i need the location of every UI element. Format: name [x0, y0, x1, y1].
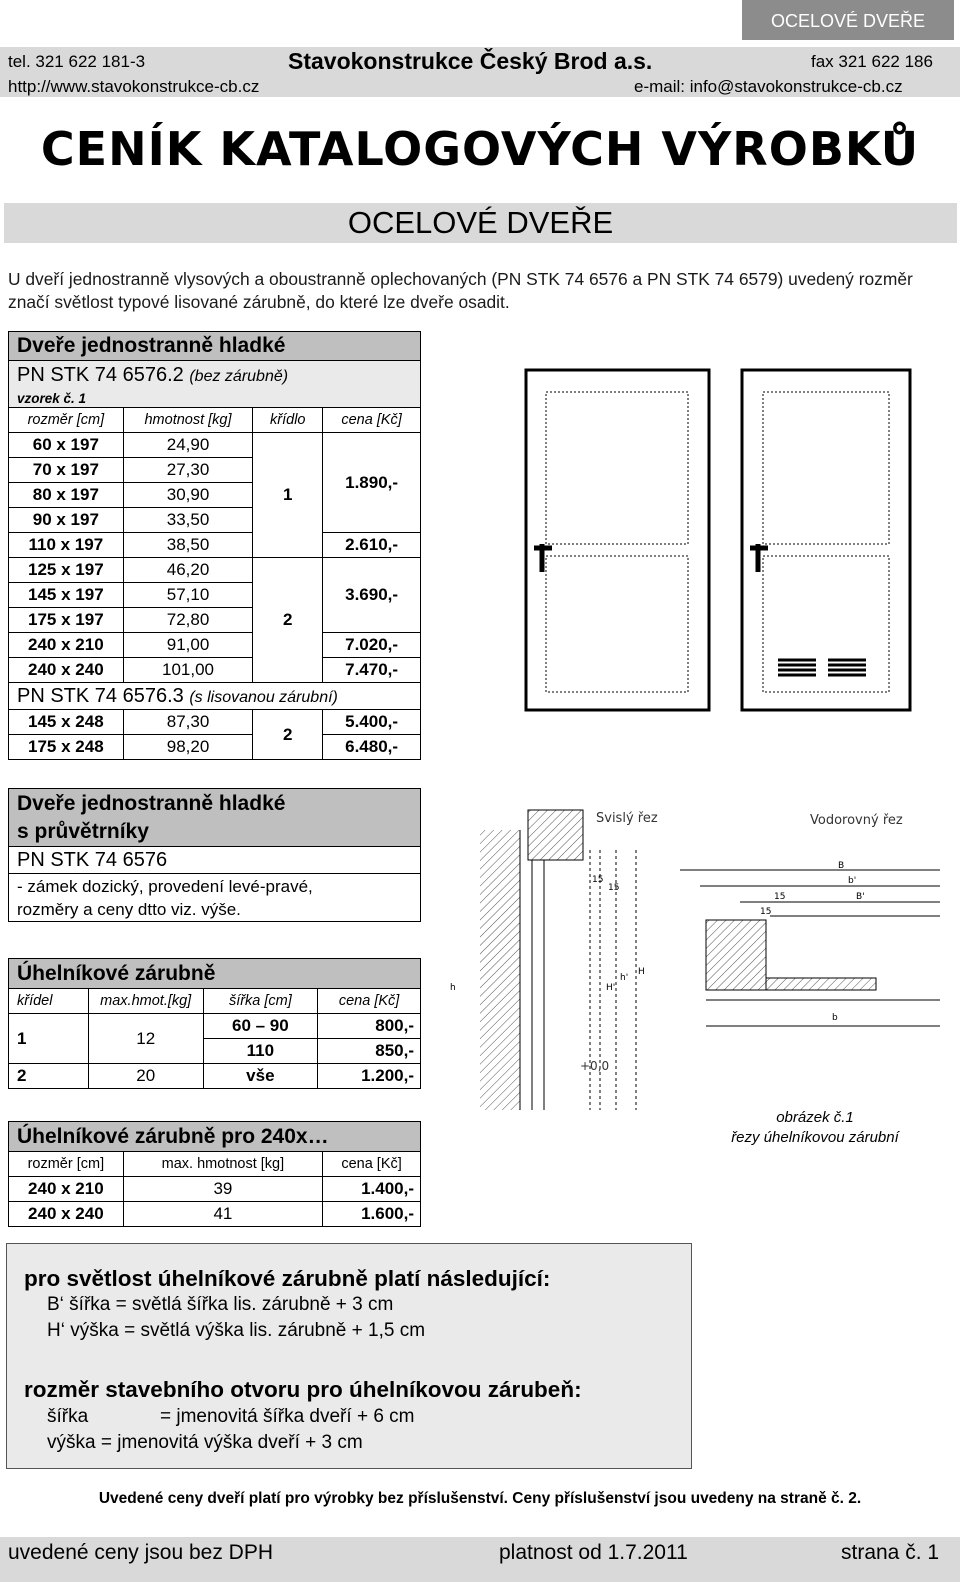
handle-icon — [750, 544, 768, 572]
vent-norm: PN STK 74 6576 — [9, 847, 421, 874]
col-size: rozměr [cm] — [9, 1152, 124, 1177]
price-cell: 5.400,- — [323, 710, 421, 735]
weight-cell: 38,50 — [123, 533, 253, 558]
door-vent-drawing — [742, 370, 910, 710]
rules-heading-clearance: pro světlost úhelníkové zárubně platí následující: — [24, 1266, 551, 1291]
price-cell: 1.890,- — [323, 433, 421, 533]
vertical-section-label: Svislý řez — [596, 811, 658, 826]
weight-cell: 12 — [88, 1014, 203, 1064]
caption-line: řezy úhelníkovou zárubní — [731, 1129, 899, 1146]
vent-doors-table — [8, 788, 421, 922]
norm3-note: (s lisovanou zárubní) — [189, 688, 338, 706]
size-cell: 240 x 240 — [9, 1202, 124, 1227]
email-link[interactable]: e-mail: info@stavokonstrukce-cb.cz — [634, 77, 903, 96]
col-price: cena [Kč] — [323, 408, 421, 433]
dim-label: +0,0 — [580, 1059, 610, 1073]
size-cell: 175 x 197 — [9, 608, 124, 633]
size-cell: 70 x 197 — [9, 458, 124, 483]
size-cell: 145 x 248 — [9, 710, 124, 735]
door-drawings — [520, 360, 920, 720]
weight-cell: 87,30 — [123, 710, 253, 735]
weight-cell: 57,10 — [123, 583, 253, 608]
vent-grille-icon — [778, 660, 866, 675]
handle-icon — [534, 544, 552, 572]
size-cell: 240 x 240 — [9, 658, 124, 683]
leaf-cell: 1 — [9, 1014, 89, 1064]
price-cell: 1.200,- — [318, 1064, 421, 1089]
leaf-cell: 2 — [253, 710, 323, 760]
weight-cell: 39 — [123, 1177, 322, 1202]
caption-line: obrázek č.1 — [776, 1109, 854, 1126]
accessories-footnote: Uvedené ceny dveří platí pro výrobky bez příslušenství. Ceny příslušenství jsou uvedeny na straně č. 2. — [98, 1490, 862, 1507]
weight-cell: 46,20 — [123, 558, 253, 583]
weight-cell: 98,20 — [123, 735, 253, 760]
vat-note: uvedené ceny jsou bez DPH — [8, 1541, 273, 1564]
heading-line: s průvětrníky — [17, 819, 149, 843]
dim-label: 15 — [592, 875, 604, 885]
price-cell: 850,- — [318, 1039, 421, 1064]
weight-cell: 91,00 — [123, 633, 253, 658]
frame-section-drawing — [440, 790, 950, 1110]
price-cell: 1.400,- — [323, 1177, 421, 1202]
price-cell: 7.470,- — [323, 658, 421, 683]
sample-label: vzorek č. 1 — [9, 390, 421, 408]
rule-line: výška = jmenovitá výška dveří + 3 cm — [47, 1432, 363, 1453]
dim-label: H' — [606, 983, 616, 993]
vertical-section — [450, 810, 658, 1110]
dim-label: 15 — [774, 892, 786, 902]
size-cell: 240 x 210 — [9, 633, 124, 658]
size-cell: 60 x 197 — [9, 433, 124, 458]
figure-caption — [680, 1108, 950, 1148]
price-cell: 2.610,- — [323, 533, 421, 558]
col-weight: hmotnost [kg] — [123, 408, 253, 433]
door-plain-drawing — [526, 370, 709, 710]
col-price: cena [Kč] — [318, 989, 421, 1014]
fax-number: fax 321 622 186 — [811, 52, 933, 71]
size-cell: 110 x 197 — [9, 533, 124, 558]
dim-label: h — [450, 983, 456, 993]
weight-cell: 20 — [88, 1064, 203, 1089]
weight-cell: 30,90 — [123, 483, 253, 508]
col-max-weight: max. hmotnost [kg] — [123, 1152, 322, 1177]
dim-label: B — [838, 861, 845, 871]
dim-label: 15 — [608, 883, 620, 893]
leaf-cell: 1 — [253, 433, 323, 558]
plain-doors-table — [8, 331, 421, 760]
dim-label: b — [832, 1013, 838, 1023]
rule-line: H‘ výška = světlá výška lis. zárubně + 1,5 cm — [47, 1320, 426, 1341]
rule-line: B‘ šířka = světlá šířka lis. zárubně + 3 cm — [47, 1294, 394, 1315]
dim-label: h' — [620, 973, 629, 983]
rule-line: šířka — [47, 1406, 89, 1427]
horizontal-section-label: Vodorovný řez — [810, 813, 903, 828]
weight-cell: 24,90 — [123, 433, 253, 458]
col-width: šířka [cm] — [203, 989, 318, 1014]
width-cell: 110 — [203, 1039, 318, 1064]
dim-label: 15 — [760, 907, 772, 917]
price-cell: 3.690,- — [323, 558, 421, 633]
col-max-weight: max.hmot.[kg] — [88, 989, 203, 1014]
page-title: CENÍK KATALOGOVÝCH VÝROBKŮ — [40, 122, 920, 176]
col-leaves: křídel — [9, 989, 89, 1014]
website-link[interactable]: http://www.stavokonstrukce-cb.cz — [8, 77, 260, 96]
section-tab: OCELOVÉ DVEŘE — [742, 0, 954, 40]
col-price: cena [Kč] — [323, 1152, 421, 1177]
col-size: rozměr [cm] — [9, 408, 124, 433]
rule-line: = jmenovitá šířka dveří + 6 cm — [160, 1406, 415, 1427]
phone-number: tel. 321 622 181-3 — [8, 52, 146, 71]
intro-paragraph: U dveří jednostranně vlysových a oboustranně oplechovaných (PN STK 74 6576 a PN STK 74 6579) uvedený rozměr značí světlost typové lisované zárubně, do které lze dveře osadit. — [8, 269, 913, 312]
plain-doors-heading: Dveře jednostranně hladké — [9, 332, 421, 361]
leaf-cell: 2 — [9, 1064, 89, 1089]
weight-cell: 33,50 — [123, 508, 253, 533]
company-name: Stavokonstrukce Český Brod a.s. — [288, 48, 653, 74]
price-cell: 1.600,- — [323, 1202, 421, 1227]
note-line: - zámek dozický, provedení levé-pravé, — [17, 876, 313, 896]
col-leaf: křídlo — [253, 408, 323, 433]
angle-frames-240-heading: Úhelníkové zárubně pro 240x… — [9, 1122, 421, 1152]
norm-row — [9, 361, 421, 390]
dim-label: B' — [856, 892, 865, 902]
norm-code: PN STK 74 6576.2 — [17, 363, 184, 386]
angle-frames-table — [8, 958, 421, 1089]
size-cell: 145 x 197 — [9, 583, 124, 608]
weight-cell: 72,80 — [123, 608, 253, 633]
width-cell: 60 – 90 — [203, 1014, 318, 1039]
validity-date: platnost od 1.7.2011 — [499, 1541, 688, 1564]
size-cell: 80 x 197 — [9, 483, 124, 508]
leaf-cell: 2 — [253, 558, 323, 683]
rules-heading-opening: rozměr stavebního otvoru pro úhelníkovou zárubeň: — [24, 1377, 582, 1402]
price-cell: 6.480,- — [323, 735, 421, 760]
vent-notes — [9, 874, 421, 922]
vent-doors-heading — [9, 789, 421, 847]
weight-cell: 41 — [123, 1202, 322, 1227]
price-cell: 7.020,- — [323, 633, 421, 658]
dim-label: b' — [848, 876, 857, 886]
horizontal-section — [680, 813, 940, 1026]
weight-cell: 101,00 — [123, 658, 253, 683]
norm3-code: PN STK 74 6576.3 — [17, 684, 184, 707]
angle-frames-240-table — [8, 1121, 421, 1227]
norm3-row — [9, 683, 421, 710]
width-cell: vše — [203, 1064, 318, 1089]
norm-note: (bez zárubně) — [189, 367, 289, 385]
size-cell: 240 x 210 — [9, 1177, 124, 1202]
heading-line: Dveře jednostranně hladké — [17, 791, 286, 815]
size-cell: 90 x 197 — [9, 508, 124, 533]
size-cell: 125 x 197 — [9, 558, 124, 583]
price-cell: 800,- — [318, 1014, 421, 1039]
angle-frames-heading: Úhelníkové zárubně — [9, 959, 421, 989]
rules-box — [6, 1243, 692, 1469]
size-cell: 175 x 248 — [9, 735, 124, 760]
weight-cell: 27,30 — [123, 458, 253, 483]
dim-label: H — [638, 967, 645, 977]
section-title: OCELOVÉ DVEŘE — [347, 205, 614, 240]
note-line: rozměry a ceny dtto viz. výše. — [17, 899, 241, 919]
page-number: strana č. 1 — [841, 1541, 940, 1564]
